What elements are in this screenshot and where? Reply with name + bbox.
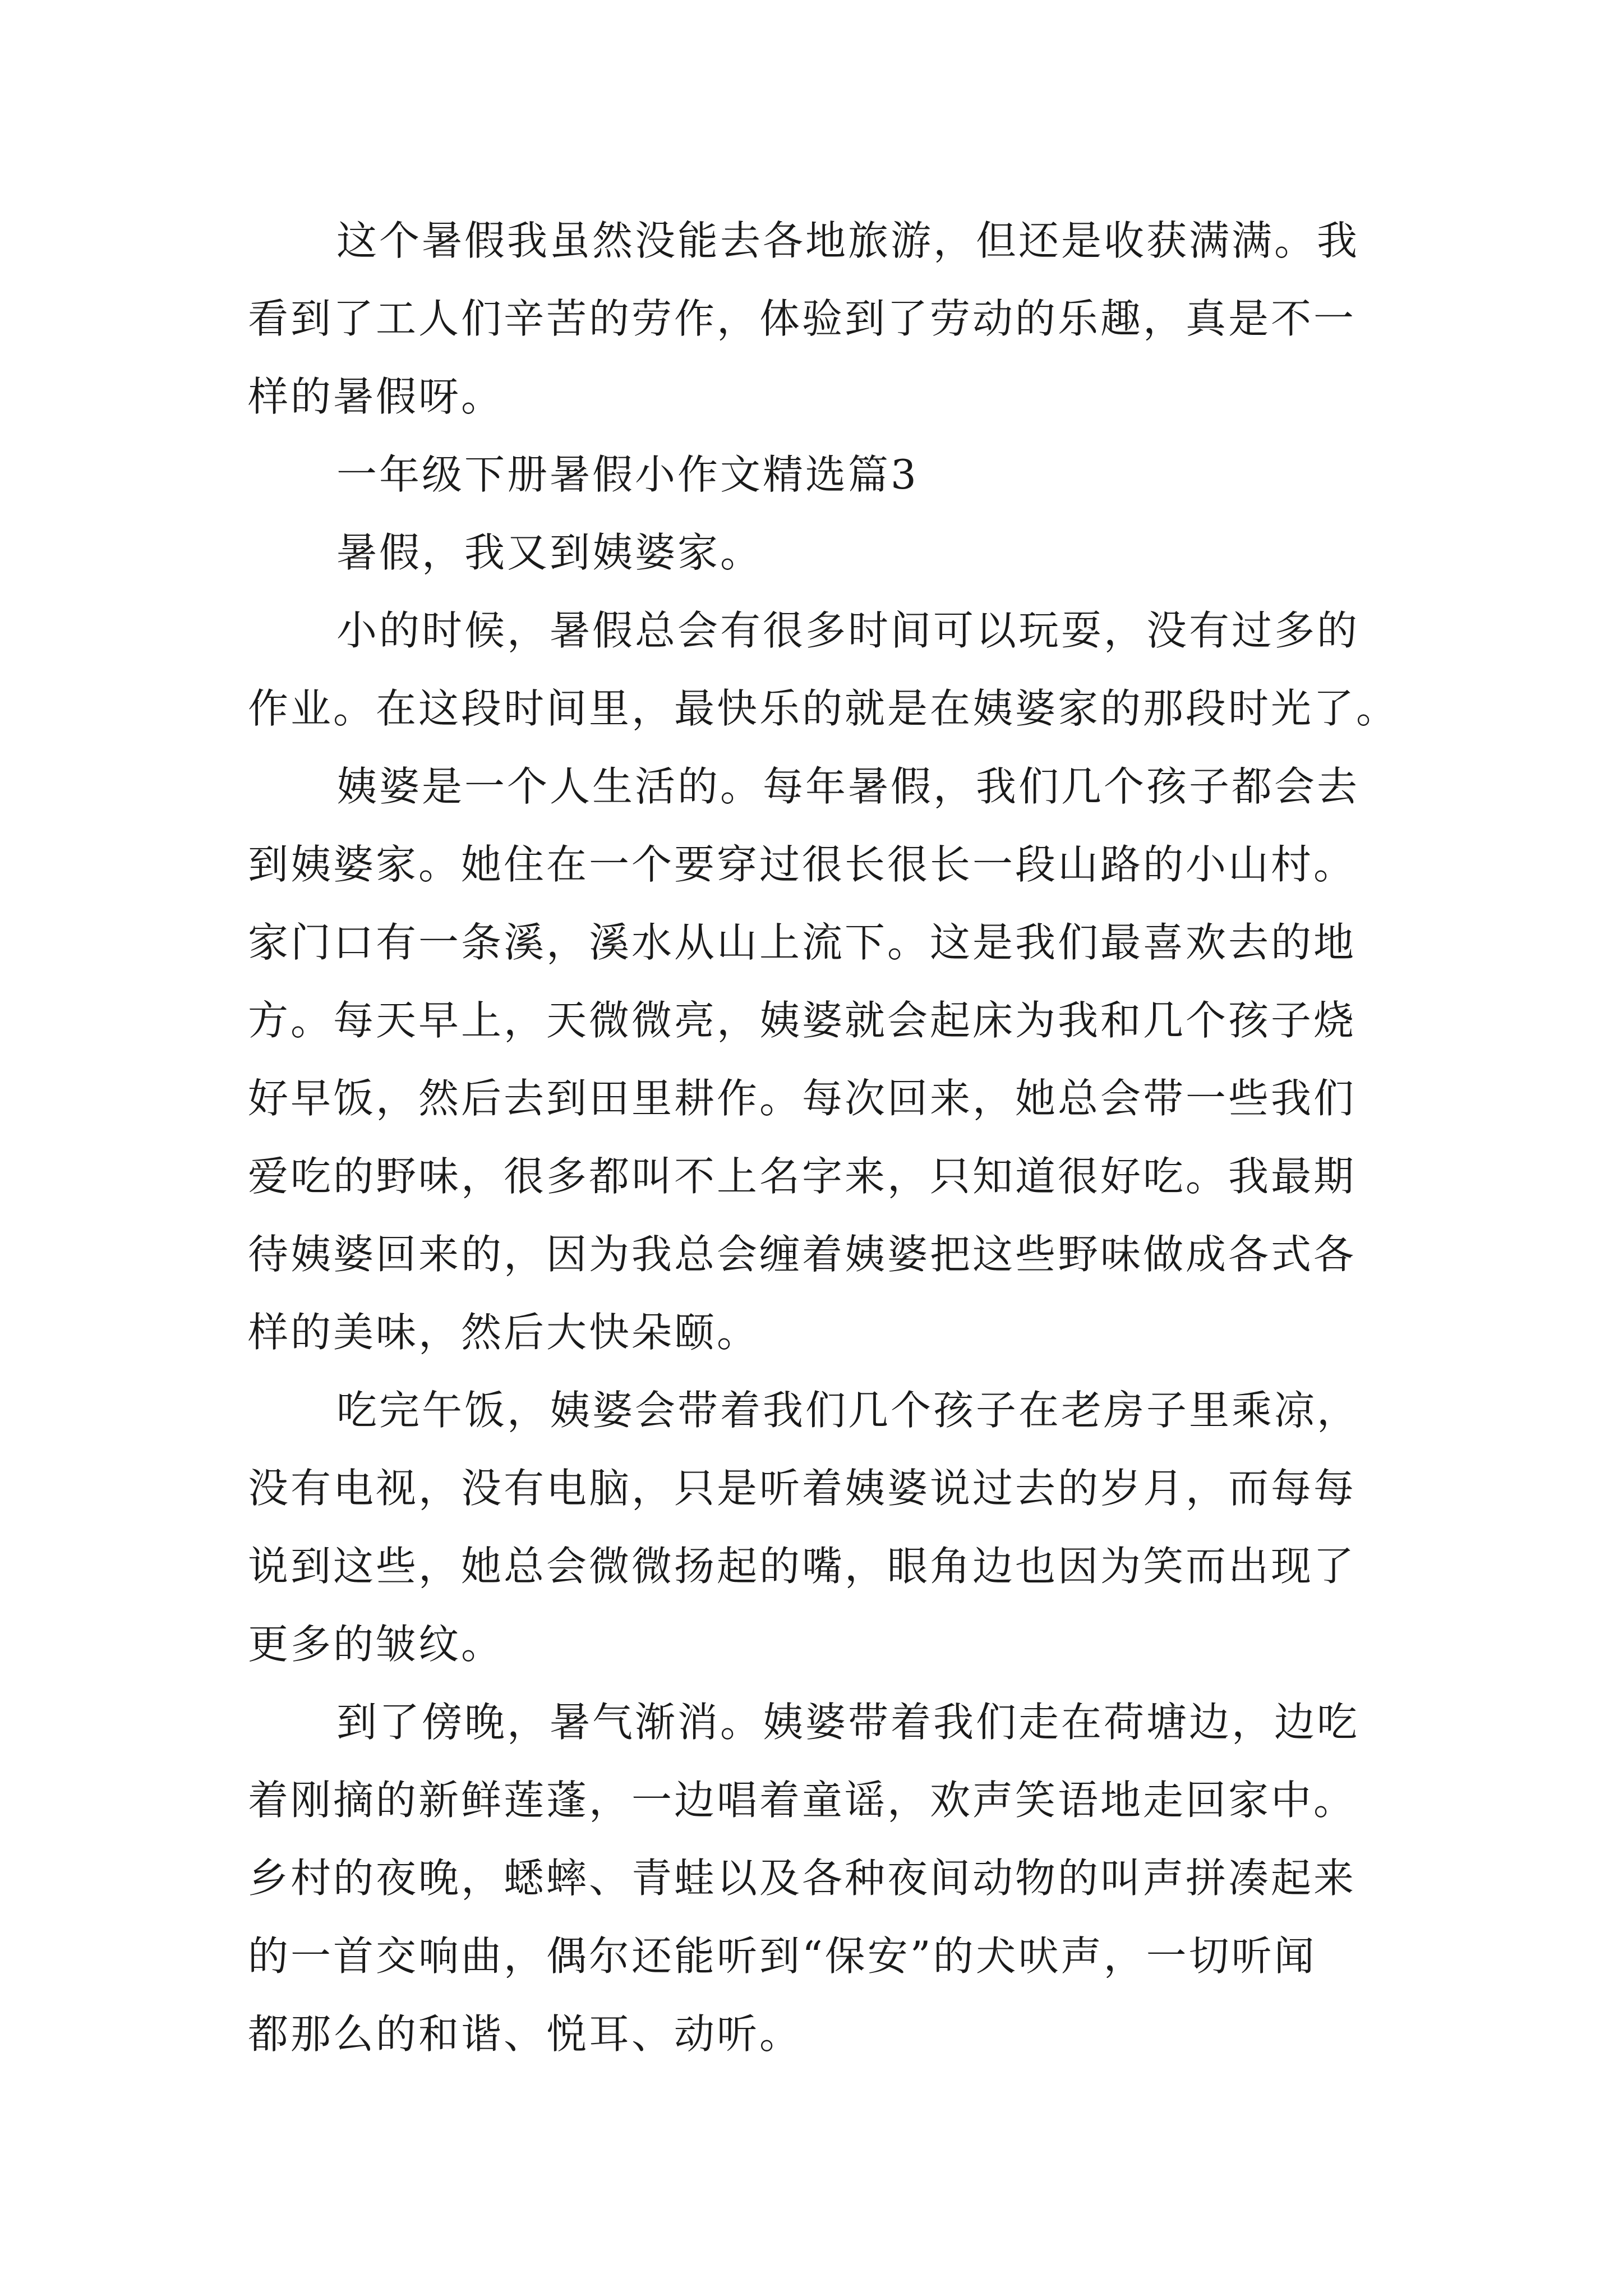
text-line: 到姨婆家。她住在一个要穿过很长很长一段山路的小山村。 — [248, 841, 1357, 888]
text-line: 看到了工人们辛苦的劳作，体验到了劳动的乐趣，真是不一 — [248, 295, 1357, 342]
text-line: 这个暑假我虽然没能去各地旅游，但还是收获满满。我 — [336, 217, 1360, 264]
text-line: 作业。在这段时间里，最快乐的就是在姨婆家的那段时光了。 — [248, 685, 1399, 732]
section-heading: 一年级下册暑假小作文精选篇3 — [336, 451, 919, 498]
text-line: 小的时候，暑假总会有很多时间可以玩耍，没有过多的 — [336, 607, 1360, 654]
text-line: 暑假，我又到姨婆家。 — [336, 529, 763, 576]
text-line: 吃完午饭，姨婆会带着我们几个孩子在老房子里乘凉， — [336, 1387, 1360, 1434]
text-line: 样的美味，然后大快朵颐。 — [248, 1309, 760, 1356]
text-line: 没有电视，没有电脑，只是听着姨婆说过去的岁月，而每每 — [248, 1465, 1357, 1512]
text-line: 更多的皱纹。 — [248, 1621, 504, 1668]
text-line: 乡村的夜晚，蟋蟀、青蛙以及各种夜间动物的叫声拼凑起来 — [248, 1855, 1357, 1902]
text-line: 家门口有一条溪，溪水从山上流下。这是我们最喜欢去的地 — [248, 919, 1357, 966]
text-line: 都那么的和谐、悦耳、动听。 — [248, 2010, 803, 2058]
text-line: 姨婆是一个人生活的。每年暑假，我们几个孩子都会去 — [336, 763, 1360, 810]
text-line: 待姨婆回来的，因为我总会缠着姨婆把这些野味做成各式各 — [248, 1231, 1357, 1278]
document-page — [248, 202, 1399, 2073]
text-line: 的一首交响曲，偶尔还能听到“保安”的犬吠声，一切听闻 — [248, 1932, 1317, 1980]
text-line: 着刚摘的新鲜莲蓬，一边唱着童谣，欢声笑语地走回家中。 — [248, 1777, 1357, 1824]
text-line: 方。每天早上，天微微亮，姨婆就会起床为我和几个孩子烧 — [248, 997, 1357, 1044]
text-line: 到了傍晚，暑气渐消。姨婆带着我们走在荷塘边，边吃 — [336, 1699, 1360, 1746]
text-line: 爱吃的野味，很多都叫不上名字来，只知道很好吃。我最期 — [248, 1153, 1357, 1200]
text-line: 好早饭，然后去到田里耕作。每次回来，她总会带一些我们 — [248, 1075, 1357, 1122]
text-line: 说到这些，她总会微微扬起的嘴，眼角边也因为笑而出现了 — [248, 1543, 1357, 1590]
text-line: 样的暑假呀。 — [248, 373, 504, 420]
